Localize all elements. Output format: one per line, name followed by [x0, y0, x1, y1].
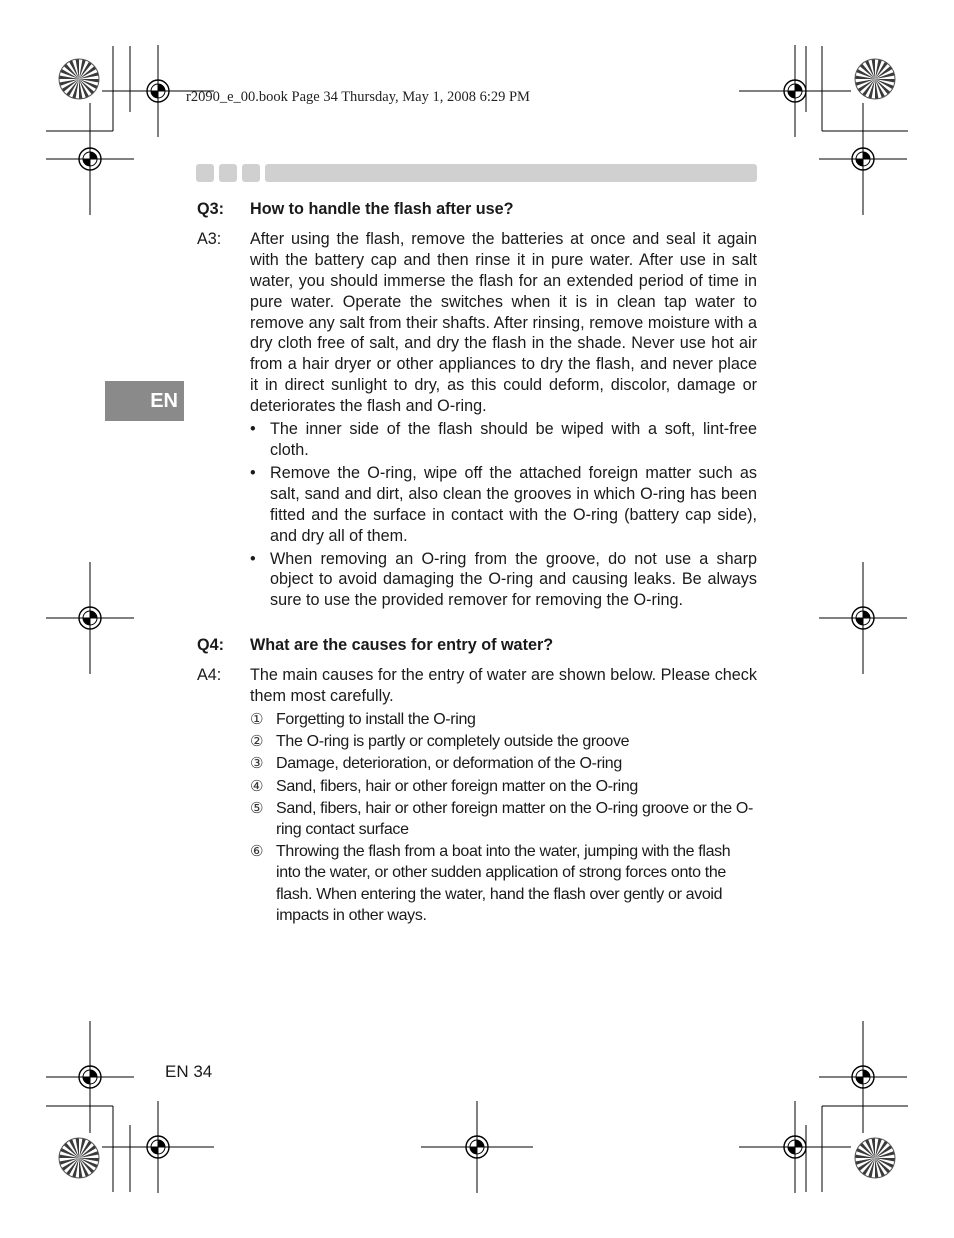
registration-mark-icon: [46, 103, 134, 215]
registration-mark-icon: [46, 1021, 134, 1133]
list-item: • The inner side of the flash should be wiped with a soft, lint-free cloth.: [250, 420, 757, 459]
book-header: r2090_e_00.book Page 34 Thursday, May 1, 2008 6:29 PM: [186, 89, 530, 105]
section-bar: [196, 164, 758, 182]
color-wheel-icon: [855, 1138, 895, 1178]
registration-mark-icon: [739, 1101, 851, 1193]
bullet-icon: •: [250, 549, 256, 568]
bar-strip: [265, 164, 757, 182]
question-text: How to handle the flash after use?: [250, 200, 514, 218]
registration-mark-icon: [819, 103, 907, 215]
answer-a3: [197, 229, 757, 417]
list-item: • When removing an O-ring from the groove, do not use a sharp object to avoid damaging the O-ring and causing leaks. Be always sure to use the provided remover for removing the O-ring.: [250, 549, 757, 610]
question-q4: [197, 635, 757, 656]
list-item: ① Forgetting to install the O-ring: [250, 709, 757, 730]
color-wheel-icon: [855, 59, 895, 99]
numbered-list: [250, 709, 757, 926]
color-wheel-icon: [59, 1138, 99, 1178]
a-label: A4:: [197, 666, 222, 685]
registration-mark-icon: [102, 1101, 214, 1193]
circled-number: ⑥: [250, 842, 264, 861]
bullet-icon: •: [250, 420, 256, 439]
page-number: EN 34: [165, 1062, 213, 1081]
circled-number: ②: [250, 732, 264, 751]
list-item: ⑥ Throwing the flash from a boat into the water, jumping with the flash into the water, or other sudden application of strong forces onto the flash. When entering the water, hand the flash over gently or avoid impacts in other ways.: [250, 841, 757, 926]
bar-square: [219, 164, 237, 182]
list-item: ③ Damage, deterioration, or deformation of the O-ring: [250, 753, 757, 774]
q-label: Q3:: [197, 200, 224, 218]
a-label: A3:: [197, 229, 222, 248]
bullet-list: [250, 419, 757, 611]
list-item: ④ Sand, fibers, hair or other foreign matter on the O-ring: [250, 776, 757, 797]
registration-mark-icon: [739, 45, 851, 137]
list-item: • Remove the O-ring, wipe off the attached foreign matter such as salt, sand and dirt, also clean the grooves in which O-ring has been fitted and the surface in contact with the O-ring (battery cap side), and dry all of them.: [250, 463, 757, 545]
registration-mark-icon: [819, 562, 907, 674]
question-q3: [197, 199, 757, 220]
list-item: ⑤ Sand, fibers, hair or other foreign matter on the O-ring groove or the O-ring contact surface: [250, 798, 757, 840]
q-label: Q4:: [197, 636, 224, 655]
registration-mark-icon: [46, 562, 134, 674]
circled-number: ③: [250, 754, 264, 773]
answer-text: The main causes for the entry of water are shown below. Please check them most carefully.: [250, 666, 757, 706]
language-tab: EN: [105, 381, 184, 421]
list-item: ② The O-ring is partly or completely outside the groove: [250, 731, 757, 752]
registration-mark-icon: [819, 1021, 907, 1133]
answer-a4: [197, 665, 757, 707]
color-wheel-icon: [59, 59, 99, 99]
bullet-icon: •: [250, 463, 256, 482]
registration-mark-icon: [421, 1101, 533, 1193]
page-content: [197, 199, 757, 927]
answer-text: After using the flash, remove the batteries at once and seal it again with the battery cap and then rinse it in pure water. After use in salt water, you should immerse the flash for an extended period of time in pure water. Operate the switches when it is in clean tap water to remove any salt from their shafts. After rinsing, remove moisture with a dry cloth free of salt, and dry the flash in the shade. Never use hot air from a hair dryer or other appliances to dry the flash, and never place it in direct sunlight to dry, as this could deform, discolor, damage or deteriorates the flash and O-ring.: [250, 229, 757, 416]
bar-square: [242, 164, 260, 182]
bar-square: [196, 164, 214, 182]
circled-number: ①: [250, 709, 264, 728]
circled-number: ⑤: [250, 798, 264, 817]
circled-number: ④: [250, 776, 264, 795]
question-text: What are the causes for entry of water?: [250, 636, 554, 655]
